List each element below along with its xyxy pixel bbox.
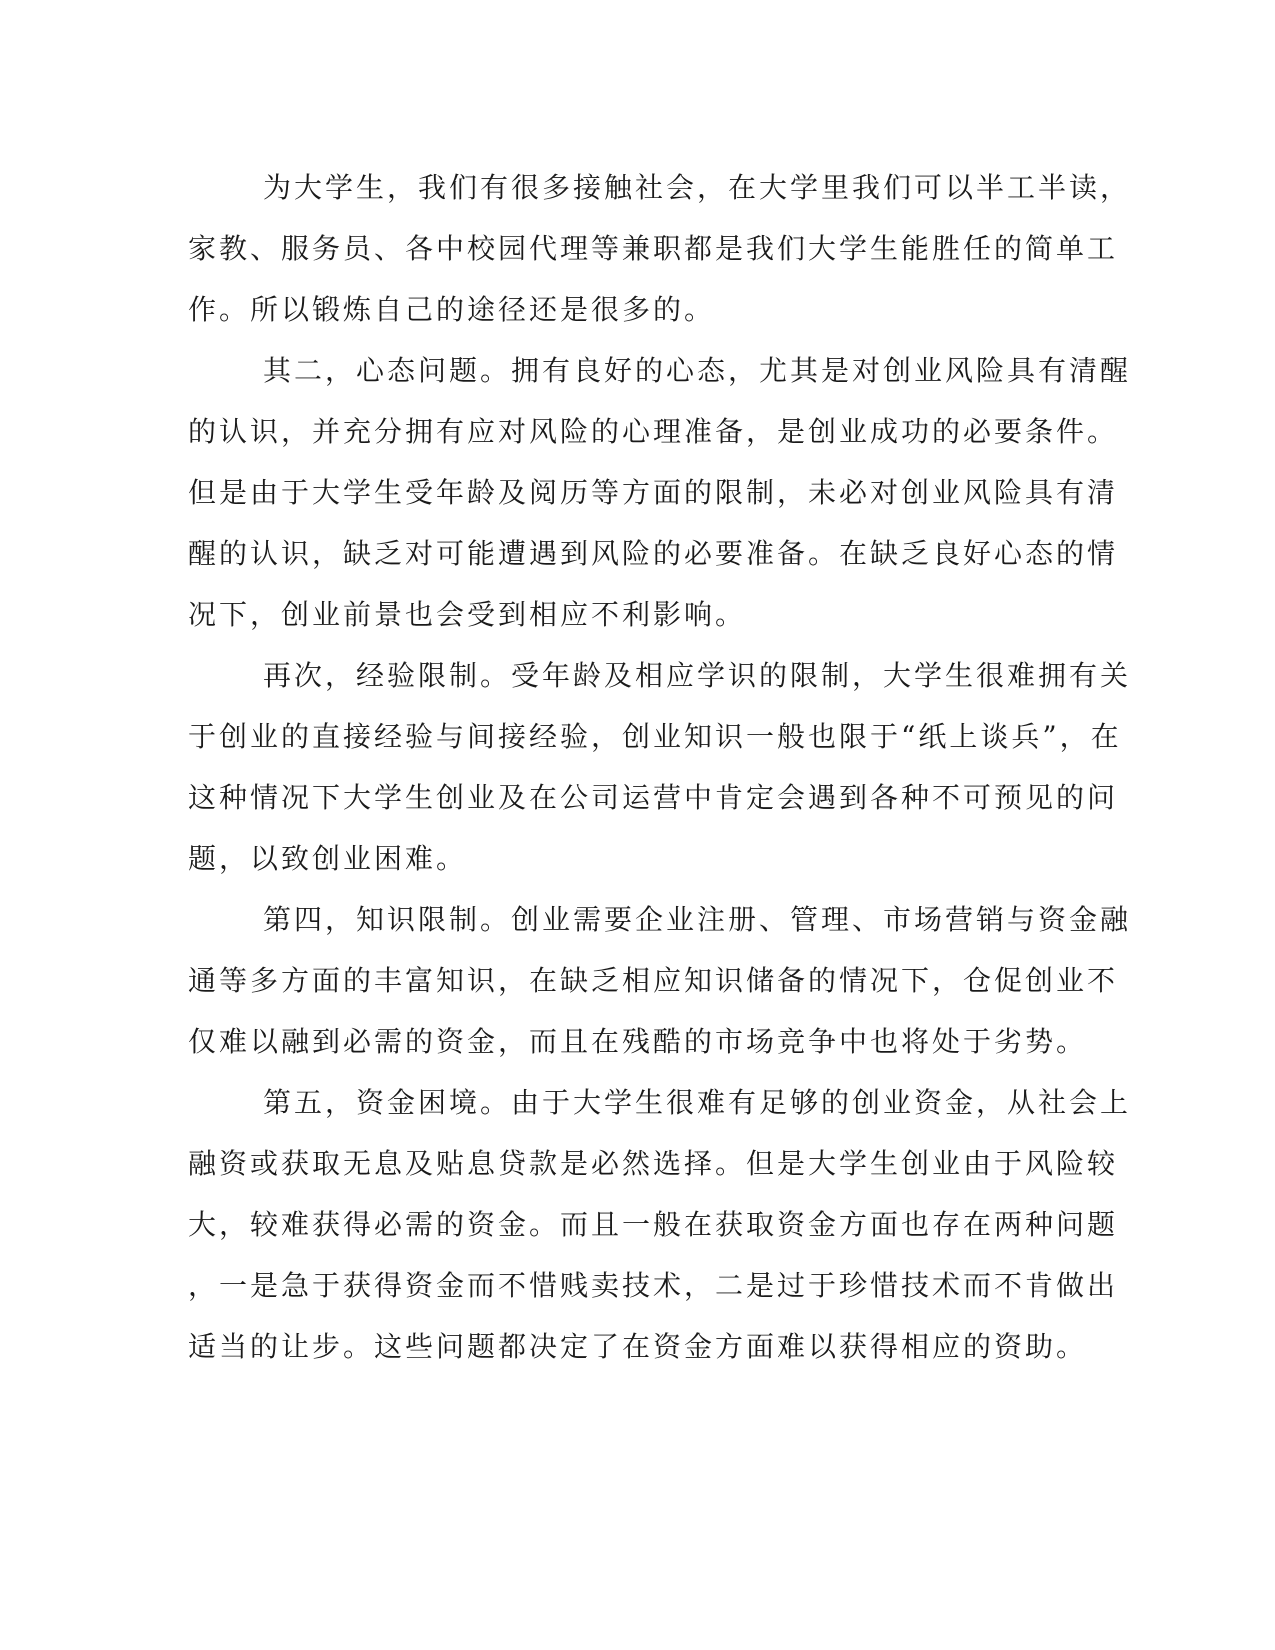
paragraph-line: 这种情况下大学生创业及在公司运营中肯定会遇到各种不可预见的问 — [188, 781, 1119, 814]
paragraph-line: ，一是急于获得资金而不惜贱卖技术，二是过于珍惜技术而不肯做出 — [188, 1269, 1119, 1302]
paragraph-5 — [188, 1072, 1132, 1377]
paragraph-1 — [188, 157, 1132, 340]
paragraph-line: 仅难以融到必需的资金，而且在残酷的市场竞争中也将处于劣势。 — [188, 1025, 1088, 1058]
paragraph-line: 第五，资金困境。由于大学生很难有足够的创业资金，从社会上 — [263, 1086, 1132, 1119]
paragraph-line: 通等多方面的丰富知识，在缺乏相应知识储备的情况下，仓促创业不 — [188, 964, 1119, 997]
paragraph-line: 再次，经验限制。受年龄及相应学识的限制，大学生很难拥有关 — [263, 659, 1132, 692]
paragraph-2 — [188, 340, 1132, 645]
document-body — [188, 157, 1132, 1377]
paragraph-line: 融资或获取无息及贴息贷款是必然选择。但是大学生创业由于风险较 — [188, 1147, 1119, 1180]
paragraph-4 — [188, 889, 1132, 1072]
paragraph-line: 家教、服务员、各中校园代理等兼职都是我们大学生能胜任的简单工 — [188, 232, 1119, 265]
paragraph-line: 于创业的直接经验与间接经验，创业知识一般也限于“纸上谈兵”，在 — [188, 720, 1122, 753]
paragraph-line: 的认识，并充分拥有应对风险的心理准备，是创业成功的必要条件。 — [188, 415, 1119, 448]
paragraph-3 — [188, 645, 1132, 889]
paragraph-line: 况下，创业前景也会受到相应不利影响。 — [188, 598, 747, 631]
paragraph-line: 其二，心态问题。拥有良好的心态，尤其是对创业风险具有清醒 — [263, 354, 1132, 387]
paragraph-line: 作。所以锻炼自己的途径还是很多的。 — [188, 293, 716, 326]
paragraph-line: 醒的认识，缺乏对可能遭遇到风险的必要准备。在缺乏良好心态的情 — [188, 537, 1119, 570]
paragraph-line: 适当的让步。这些问题都决定了在资金方面难以获得相应的资助。 — [188, 1330, 1088, 1363]
paragraph-line: 大，较难获得必需的资金。而且一般在获取资金方面也存在两种问题 — [188, 1208, 1119, 1241]
paragraph-line: 为大学生，我们有很多接触社会，在大学里我们可以半工半读， — [263, 171, 1132, 204]
paragraph-line: 第四，知识限制。创业需要企业注册、管理、市场营销与资金融 — [263, 903, 1132, 936]
paragraph-line: 题，以致创业困难。 — [188, 842, 468, 875]
paragraph-line: 但是由于大学生受年龄及阅历等方面的限制，未必对创业风险具有清 — [188, 476, 1119, 509]
